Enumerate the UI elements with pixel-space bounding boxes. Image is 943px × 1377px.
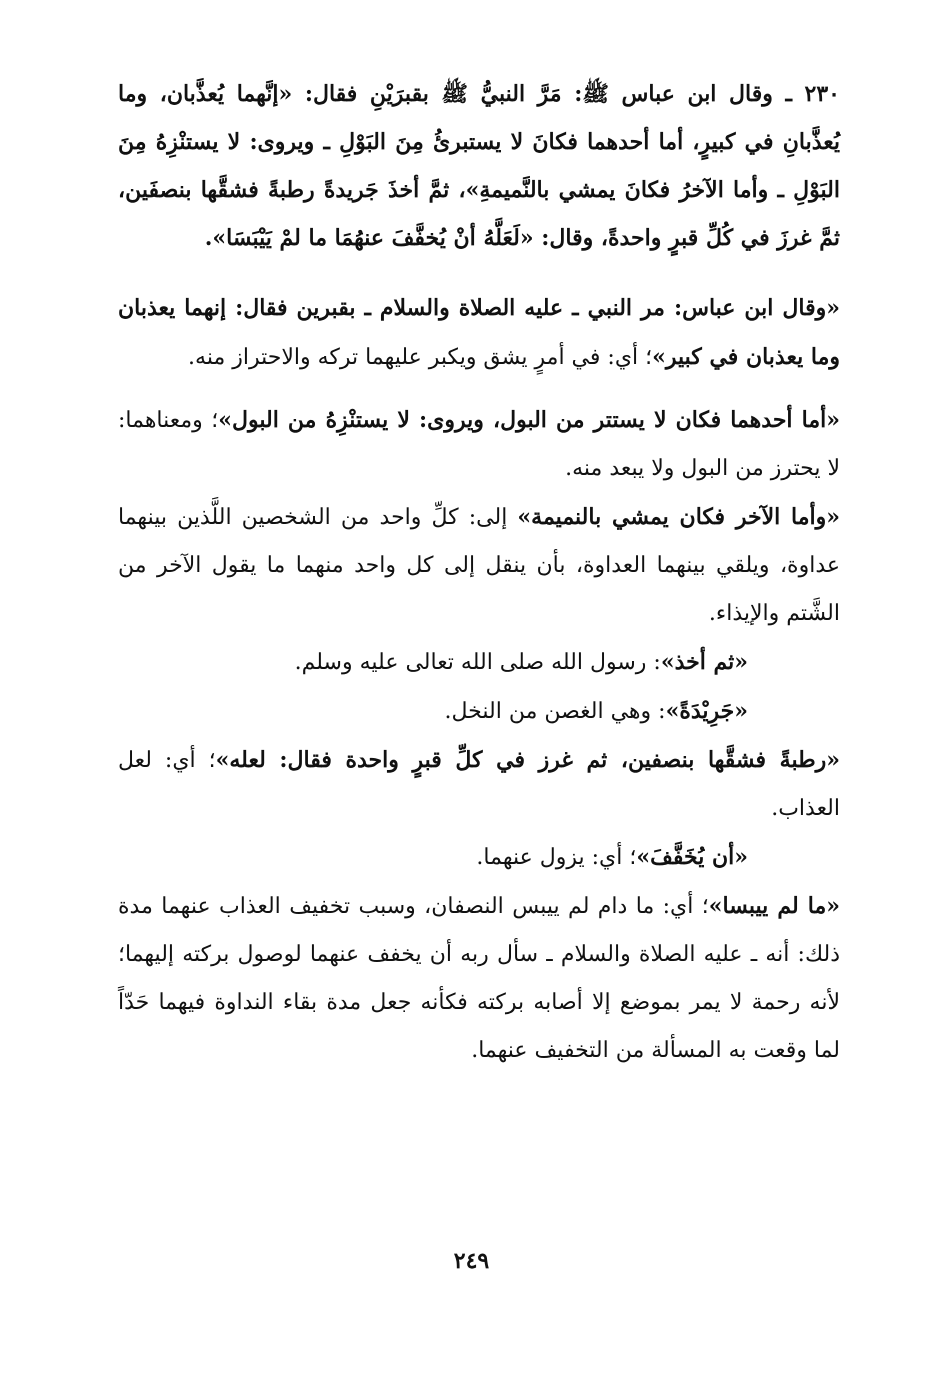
commentary-paragraph-5 (118, 687, 840, 736)
quoted-text: «ثم أخذ» (660, 649, 748, 675)
hadith-number: ٢٣٠ (804, 81, 840, 107)
explanation-text: : وهي الغصن من النخل. (444, 699, 666, 724)
hadith-text: وقال ابن عباس ﷺ: مَرَّ النبيُّ ﷺ بقبرَيْنِ فقال: «إنَّهما يُعذَّبان، وما يُعذَّبانِ في كبيرٍ، أما أحدهما فكانَ لا يستبرئُ مِنَ البَوْلِ ـ ويروى: لا يستنْزِهُ مِنَ البَوْلِ ـ وأما الآخرُ فكانَ يمشي بالنَّميمةِ»، ثمَّ أخذَ جَريدةً رطبةً فشقَّها بنصفَين، ثمَّ غرزَ في كُلِّ قبرٍ واحدةً، وقال: «لَعَلَّهُ أنْ يُخفَّفَ عنهُمَا ما لمْ يَيْبَسَا». (118, 81, 840, 251)
quoted-text: «أن يُخَفَّفَ» (636, 844, 748, 870)
commentary-paragraph-7 (118, 833, 840, 882)
explanation-text: ؛ أي: لعل العذاب. (118, 748, 840, 821)
page-number: ٢٤٩ (453, 1248, 490, 1274)
explanation-text: ؛ أي: في أمرٍ يشق ويكبر عليهما تركه والاحتراز منه. (188, 345, 653, 370)
hadith-paragraph (118, 70, 840, 262)
commentary-paragraph-3 (118, 493, 840, 638)
explanation-text: إلى: كلِّ واحد من الشخصين اللَّذين بينهما عداوة، ويلقي بينهما العداوة، بأن ينقل إلى كل واحد منهما ما يقول الآخر من الشَّتم والإيذاء. (118, 505, 840, 626)
quoted-text: «جَرِيْدَةً» (665, 698, 748, 724)
quoted-text: «وأما الآخر فكان يمشي بالنميمة» (517, 504, 840, 530)
quoted-text: «وقال ابن عباس: مر النبي ـ عليه الصلاة والسلام ـ بقبرين فقال: إنهما يعذبان وما يعذبان في كبير» (118, 295, 840, 370)
commentary-paragraph-6 (118, 736, 840, 833)
commentary-paragraph-2 (118, 396, 840, 493)
quoted-text: «أما أحدهما فكان لا يستتر من البول، ويروى: لا يستنْزِهُ من البول» (218, 407, 840, 433)
hadith-dash: ـ (772, 81, 805, 107)
explanation-text: : رسول الله صلى الله تعالى عليه وسلم. (294, 650, 661, 675)
explanation-text: ؛ أي: يزول عنهما. (476, 845, 637, 870)
page-body (118, 70, 840, 1075)
explanation-text: ؛ ومعناهما: لا يحترز من البول ولا يبعد منه. (118, 408, 840, 481)
quoted-text: «رطبةً فشقَّها بنصفين، ثم غرز في كلِّ قبرٍ واحدة فقال: لعله» (215, 747, 840, 773)
explanation-text: ؛ أي: ما دام لم ييبس النصفان، وسبب تخفيف العذاب عنهما مدة ذلك: أنه ـ عليه الصلاة والسلام ـ سأل ربه أن يخفف عنهما لوصول بركته إليهما؛ لأنه رحمة لا يمر بموضع إلا أصابه بركته فكأنه جعل مدة بقاء النداوة فيهما حَدّاً لما وقعت به المسألة من التخفيف عنهما. (118, 894, 840, 1063)
commentary-paragraph-8 (118, 882, 840, 1075)
quoted-text: «ما لم ييبسا» (708, 893, 840, 919)
commentary-paragraph-1 (118, 284, 840, 382)
commentary-paragraph-4 (118, 638, 840, 687)
